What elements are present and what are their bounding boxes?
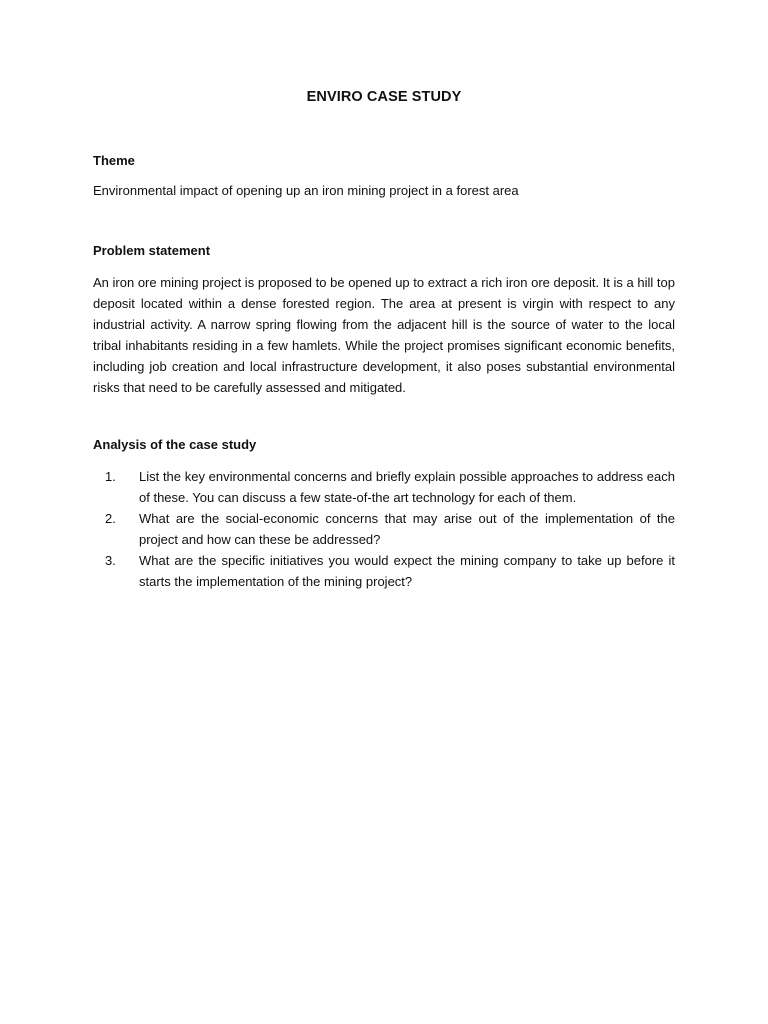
list-item <box>93 508 675 550</box>
analysis-heading: Analysis of the case study <box>93 437 257 452</box>
analysis-question-list <box>93 466 675 592</box>
question-text: What are the social-economic concerns that may arise out of the implementation of the project and how can these be addressed? <box>139 511 675 547</box>
list-item <box>93 466 675 508</box>
question-number-label: 2. <box>105 511 116 526</box>
problem-statement-text: An iron ore mining project is proposed to be opened up to extract a rich iron ore deposit. It is a hill top deposit located within a dense forested region. The area at present is virgin with respect to any industrial activity. A narrow spring flowing from the adjacent hill is the source of water to the local tribal inhabitants residing in a few hamlets. While the project promises significant economic benefits, including job creation and local infrastructure development, it also poses substantial environmental risks that need to be carefully assessed and mitigated. <box>93 275 675 395</box>
list-item <box>93 550 675 592</box>
theme-heading: Theme <box>93 153 135 168</box>
question-number-label: 3. <box>105 553 116 568</box>
question-number <box>93 508 139 550</box>
question-number <box>93 550 139 592</box>
theme-text: Environmental impact of opening up an iron mining project in a forest area <box>93 183 519 198</box>
question-number-label: 1. <box>105 469 116 484</box>
question-text: What are the specific initiatives you would expect the mining company to take up before it starts the implementation of the mining project? <box>139 553 675 589</box>
question-number <box>93 466 139 508</box>
question-text: List the key environmental concerns and briefly explain possible approaches to address each of these. You can discuss a few state-of-the art technology for each of them. <box>139 469 675 505</box>
problem-statement-heading: Problem statement <box>93 243 211 258</box>
document-title: ENVIRO CASE STUDY <box>306 89 462 105</box>
